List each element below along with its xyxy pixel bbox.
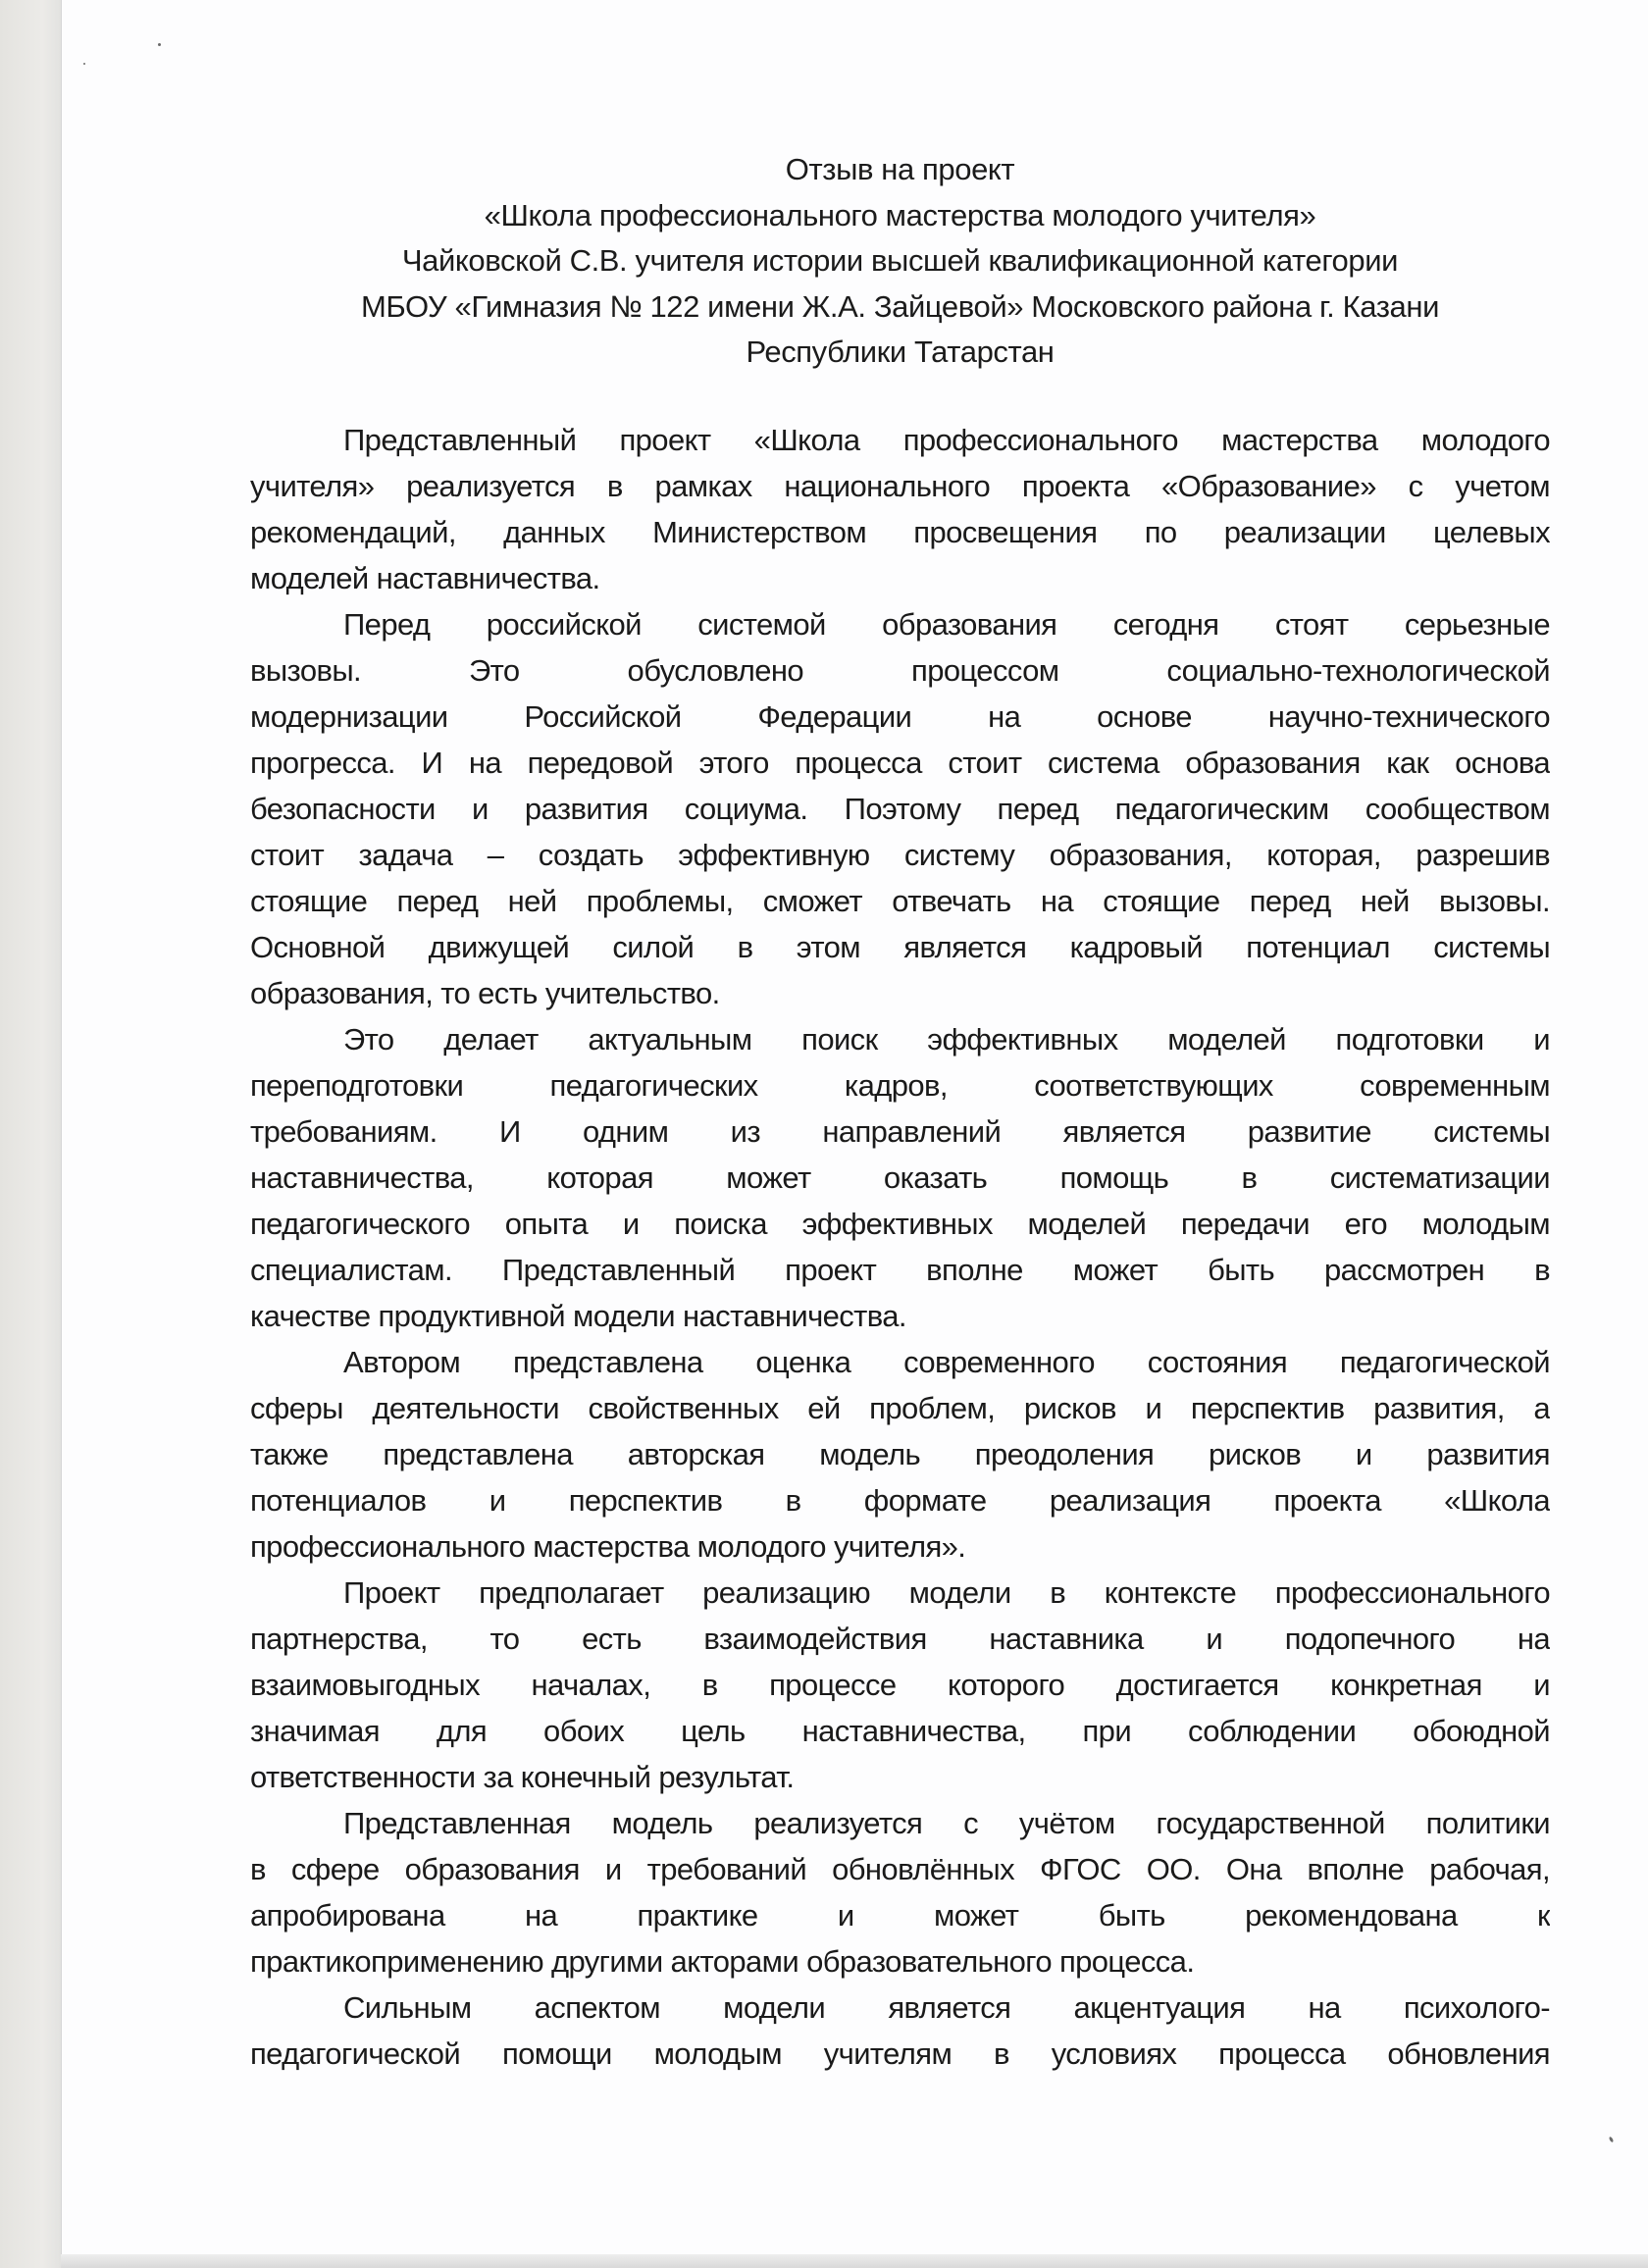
text-line: ответственности за конечный результат. [250,1760,795,1794]
text-line: сферы деятельности свойственных ей проблем, рисков и перспектив развития, а [250,1391,1550,1425]
paragraph [250,601,1550,1016]
document-body [250,417,1550,2077]
text-line: педагогического опыта и поиска эффективных моделей передачи его молодым [250,1207,1550,1241]
text-line: партнерства, то есть взаимодействия наставника и подопечного на [250,1622,1550,1656]
text-line: педагогической помощи молодым учителям в условиях процесса обновления [250,2036,1550,2071]
text-line: практикоприменению другими акторами образовательного процесса. [250,1944,1195,1979]
paragraph [250,1800,1550,1984]
text-line: Это делает актуальным поиск эффективных моделей подготовки и [343,1022,1550,1057]
title-line: Отзыв на проект [785,152,1015,186]
title-line: Республики Татарстан [746,335,1055,369]
text-line: Основной движущей силой в этом является кадровый потенциал системы [250,930,1550,964]
text-line: вызовы. Это обусловлено процессом социально-технологической [250,653,1550,688]
paragraph [250,1339,1550,1570]
text-line: Сильным аспектом модели является акцентуация на психолого- [343,1990,1550,2025]
text-line: значимая для обоих цель наставничества, при соблюдении обоюдной [250,1714,1550,1748]
paragraph [250,1570,1550,1800]
text-line: апробирована на практике и может быть рекомендована к [250,1898,1550,1933]
text-line: моделей наставничества. [250,561,600,595]
text-line: Представленная модель реализуется с учётом государственной политики [343,1806,1550,1840]
text-line: потенциалов и перспектив в формате реализация проекта «Школа [250,1483,1550,1518]
title-line: Чайковской С.В. учителя истории высшей квалификационной категории [401,243,1399,278]
text-line: в сфере образования и требований обновлённых ФГОС ОО. Она вполне рабочая, [250,1852,1550,1886]
text-line: Представленный проект «Школа профессионального мастерства молодого [343,423,1550,457]
text-line: прогресса. И на передовой этого процесса стоит система образования как основа [250,746,1550,780]
paragraph [250,417,1550,601]
text-line: также представлена авторская модель преодоления рисков и развития [250,1437,1550,1471]
text-line: Перед российской системой образования сегодня стоят серьезные [343,607,1550,642]
scan-speck [158,43,161,46]
document-title [250,147,1550,376]
text-line: наставничества, которая может оказать помощь в систематизации [250,1160,1550,1195]
text-line: образования, то есть учительство. [250,976,720,1010]
scan-left-margin-strip [0,0,62,2268]
text-line: профессионального мастерства молодого учителя». [250,1529,966,1564]
text-line: безопасности и развития социума. Поэтому перед педагогическим сообществом [250,792,1550,826]
text-line: стоит задача – создать эффективную систему образования, которая, разрешив [250,838,1550,872]
text-line: рекомендаций, данных Министерством просвещения по реализации целевых [250,515,1550,549]
scan-bottom-edge [61,2254,1648,2268]
scan-speck [1609,2137,1615,2143]
paragraph [250,1016,1550,1339]
paragraph [250,1984,1550,2077]
text-line: специалистам. Представленный проект вполне может быть рассмотрен в [250,1253,1550,1287]
text-line: Автором представлена оценка современного состояния педагогической [343,1345,1550,1379]
text-line: переподготовки педагогических кадров, соответствующих современным [250,1068,1550,1103]
text-line: модернизации Российской Федерации на основе научно-технического [250,699,1550,734]
text-line: взаимовыгодных началах, в процессе которого достигается конкретная и [250,1668,1550,1702]
text-line: требованиям. И одним из направлений является развитие системы [250,1114,1550,1149]
title-line: МБОУ «Гимназия № 122 имени Ж.А. Зайцевой» Московского района г. Казани [360,288,1440,324]
text-line: качестве продуктивной модели наставничества. [250,1299,906,1333]
text-line: учителя» реализуется в рамках национального проекта «Образование» с учетом [250,469,1550,503]
title-line: «Школа профессионального мастерства молодого учителя» [484,197,1316,232]
text-line: Проект предполагает реализацию модели в контексте профессионального [343,1575,1550,1610]
text-line: стоящие перед ней проблемы, сможет отвечать на стоящие перед ней вызовы. [250,884,1550,918]
scan-speck [83,63,85,65]
